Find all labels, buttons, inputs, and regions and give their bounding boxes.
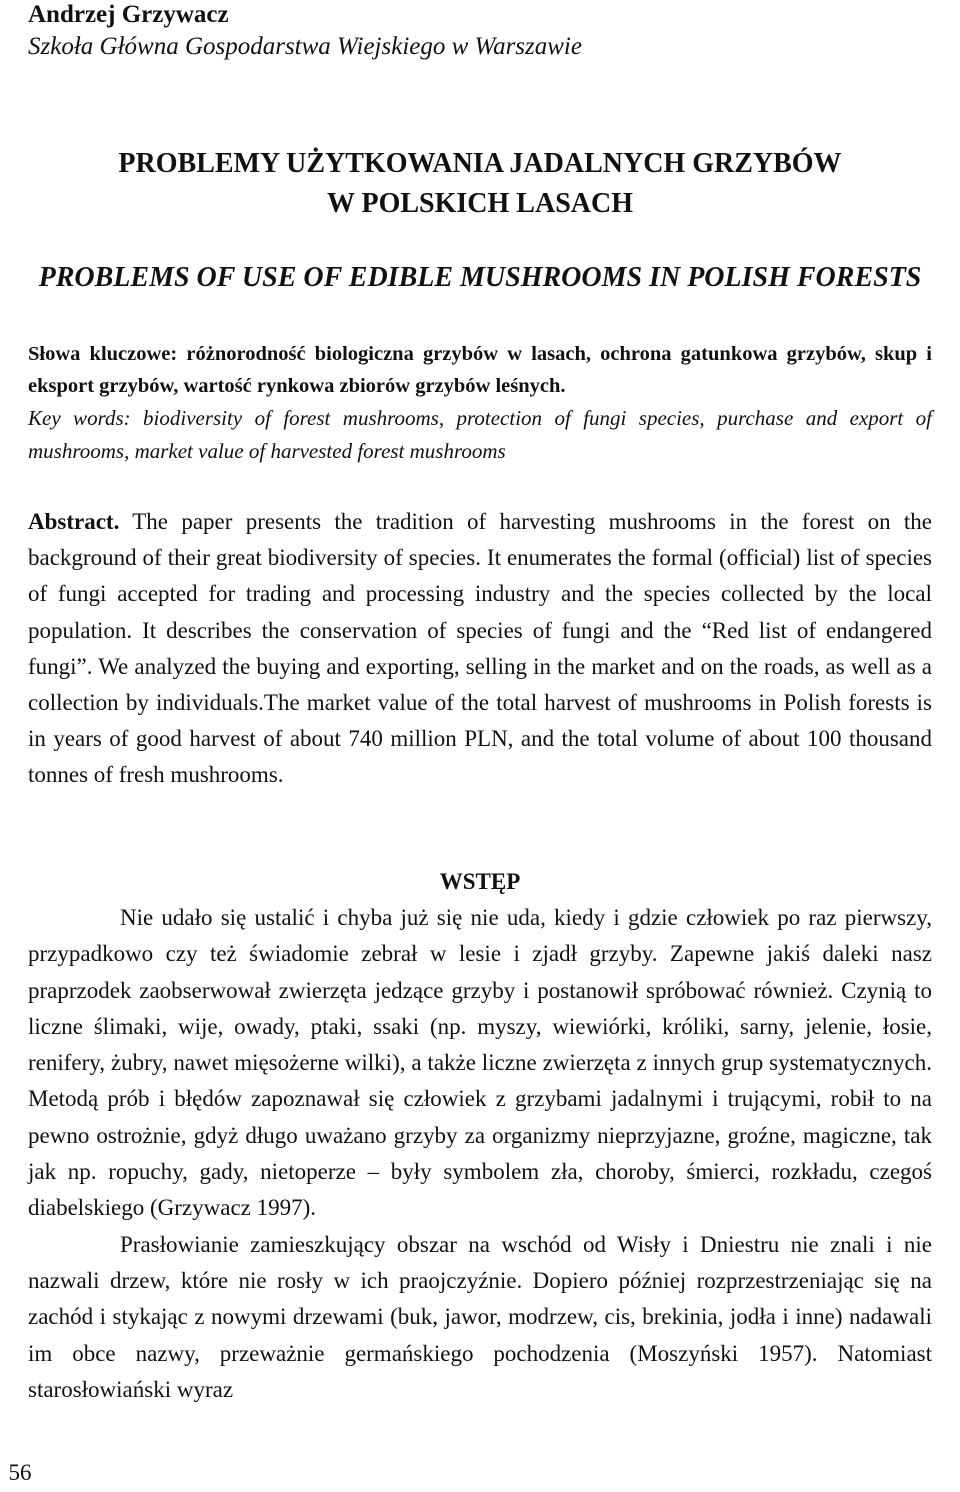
author-name: Andrzej Grzywacz xyxy=(28,1,229,28)
title-polish-line1: PROBLEMY UŻYTKOWANIA JADALNYCH GRZYBÓW xyxy=(118,148,842,179)
section-heading-introduction: WSTĘP xyxy=(439,869,521,894)
page-number: 56 xyxy=(8,1460,32,1485)
abstract xyxy=(28,504,932,794)
title-polish xyxy=(28,144,932,224)
title-polish-line2: W POLSKICH LASACH xyxy=(327,188,633,219)
abstract-text: The paper presents the tradition of harvesting mushrooms in the forest on the background of their great biodiversity of species. It enumerates the formal (official) list of species of fungi accepted for trading and processing industry and the species collected by the local population. It describes the conservation of species of fungi and the “Red list of endangered fungi”. We analyzed the buying and exporting, selling in the market and on the roads, as well as a collection by individuals.The market value of the total harvest of mushrooms in Polish forests is in years of good harvest of about 740 million PLN, and the total volume of about 100 thousand tonnes of fresh mushrooms. xyxy=(28,509,932,788)
keywords-polish: Słowa kluczowe: różnorodność biologiczna grzybów w lasach, ochrona gatunkowa grzybów, skup i eksport grzybów, wartość rynkowa zbiorów grzybów leśnych. xyxy=(28,343,932,397)
author-block xyxy=(28,0,928,64)
body-paragraph-1: Nie udało się ustalić i chyba już się nie uda, kiedy i gdzie człowiek po raz pierwszy, przypadkowo czy też świadomie zebrał w lesie i zjadł grzyby. Zapewne jakiś daleki nasz praprzodek zaobserwował zwierzęta jedzące grzyby i postanowił spróbować również. Czynią to liczne ślimaki, wije, owady, ptaki, ssaki (np. myszy, wiewiórki, króliki, sarny, jelenie, łosie, renifery, żubry, nawet mięsożerne wilki), a także liczne zwierzęta z innych grup systematycznych. Metodą prób i błędów zapoznawał się człowiek z grzybami jadalnymi i trującymi, robił to na pewno ostrożnie, gdyż długo uważano grzyby za organizmy nieprzyjazne, groźne, magiczne, tak jak np. ropuchy, gady, nietoperze – były symbolem zła, choroby, śmierci, rozkładu, czegoś diabelskiego (Grzywacz 1997). xyxy=(28,905,932,1221)
abstract-label: Abstract. xyxy=(28,509,120,534)
body-paragraph-2: Prasłowianie zamieszkujący obszar na wschód od Wisły i Dniestru nie znali i nie nazwali drzew, które nie rosły w ich praojczyźnie. Dopiero później rozprzestrzeniając się na zachód i stykając z nowymi drzewami (buk, jawor, modrzew, cis, brekinia, jodła i inne) nadawali im obce nazwy, przeważnie germańskiego pochodzenia (Moszyński 1957). Natomiast starosłowiański wyraz xyxy=(28,1231,932,1402)
title-english: PROBLEMS OF USE OF EDIBLE MUSHROOMS IN POLISH FORESTS xyxy=(38,262,922,293)
keywords-english: Key words: biodiversity of forest mushrooms, protection of fungi species, purchase and export of mushrooms, market value of harvested forest mushrooms xyxy=(28,406,932,463)
body-text xyxy=(28,900,932,1408)
author-affiliation: Szkoła Główna Gospodarstwa Wiejskiego w Warszawie xyxy=(28,33,582,60)
